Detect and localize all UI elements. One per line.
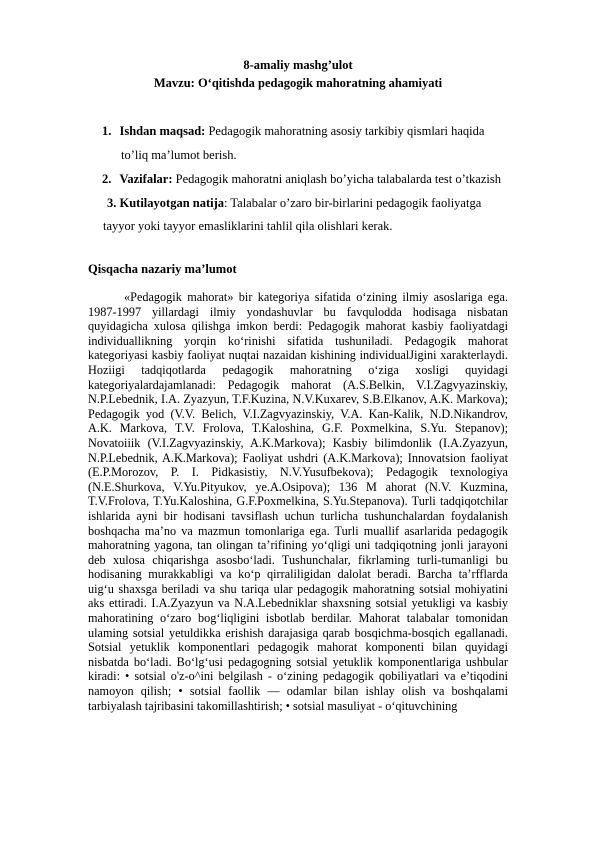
tasks-item	[102, 172, 501, 187]
objective-text: Pedagogik mahoratning asosiy tarkibiy qismlari haqida	[205, 124, 485, 138]
section-heading: Qisqacha nazariy ma’lumot	[88, 262, 237, 276]
objective-continuation: to’liq ma’lumot berish.	[121, 148, 237, 162]
topic-title: Mavzu: O‘qitishda pedagogik mahoratning ahamiyati	[153, 76, 443, 90]
expected-result-text: : Talabalar o’zaro bir-birlarini pedagogik faoliyatga	[224, 196, 482, 210]
body-paragraph: «Pedagogik mahorat» bir kategoriya sifatida o‘zining ilmiy asoslariga ega. 1987-1997 yillardagi ilmiy yondashuvlar bu favqulodda hodisaga nisbatan quyidagicha xulosa qilishga imkon berdi: Pedagogik mahorat kasbiy faoliyatdagi individuallikning yorqin ko‘rinishi sifatida tushuniladi. Pedagogik mahorat kategoriyasi kasbiy faoliyat nuqtai nazaidan kishining individualJigini xarakterlaydi. Hoziigi tadqiqotlarda pedagogik mahoratning o‘ziga xosligi quyidagi kategoriyalardajamlanadi: Pedagogik mahorat (A.S.Belkin, V.I.Zagvyazinskiy, N.P.Lebednik, I.A. Zyazyun, T.F.Kuzina, N.V.Kuxarev, S.B.Elkanov, A.K. Markova); Pedagogik yod (V.V. Belich, V.I.Zagvyazinskiy, V.A. Kan-Kalik, N.D.Nikandrov, A.K. Markova, T.V. Frolova, T.Kaloshina, G.F. Poxmelkina, S.Yu. Stepanov); Novatoiiik (V.I.Zagvyazinskiy, A.K.Markova); Kasbiy bilimdonlik (I.A.Zyazyun, N.P.Lebednik, A.K.Markova); Faoliyat ushdri (A.K.Markova); Innovatsion faoliyat (E.P.Morozov, P. I. Pidkasistiy, N.V.Yusufbekova); Pedagogik texnologiya (N.E.Shurkova, V.Yu.Pityukov, ye.A.Osipova); 136 M ahorat (N.V. Kuzmina, T.V.Frolova, T.Yu.Kaloshina, G.F.Poxmelkina, S.Yu.Stepanova). Turli tadqiqotchilar ishlarida ayni bir hodisani tavsiflash uchun turlicha tushunchalardan foydalanish boshqacha ma’no va mazmun tomonlariga ega. Turli muallif asarlarida pedagogik mahoratning yagona, tan olingan ta’rifining yo‘qligi uni tadqiqotning jonli jarayoni deb xulosa chiqarishga asosbo‘ladi. Tushunchalar, fikrlaming turli-tumanligi bu hodisaning murakkabligi va ko‘p qirraliligidan dalolat beradi. Barcha ta’rfflarda uig‘u shaxsga beriladi va shu tariqa ular pedagogik mahoratning sotsial mohiyatini aks ettiradi. I.A.Zyazyun va N.A.Lebedniklar shaxsning sotsial yetukligi va kasbiy mahoratining o‘zaro bog‘liqligini isbotlab berdilar. Mahorat talabalar tomonidan ulaming sotsial yetuldikka erishish darajasiga qarab bosqichma-bosqich egallanadi. Sotsial yetuklik komponentlari pedagogik mahorat komponenti bilan quyidagi nisbatda bo‘ladi. Bo‘lg‘usi pedagogning sotsial yetuklik komponentlariga ushbular kiradi: • sotsial o'z-o^ini belgilash - o‘zining pedagogik qobiliyatlari va e’tiqodini namoyon qilish; • sotsial faollik — odamlar bilan ishlay olish va boshqalami tarbiyalash tajribasini takomillashtirish; • sotsial masuliyat - o‘qituvchining	[88, 290, 508, 713]
expected-result-label: 3. Kutilayotgan natija	[107, 196, 225, 210]
objective-number: 1.	[102, 124, 112, 138]
expected-result-continuation: tayyor yoki tayyor emasliklarini tahlil qila olishlari kerak.	[103, 219, 393, 233]
tasks-number: 2.	[102, 172, 112, 186]
practical-lesson-title: 8-amaliy mashg’ulot	[243, 58, 353, 72]
objective-item	[102, 124, 484, 139]
expected-result-item	[107, 196, 481, 211]
objective-label: Ishdan maqsad:	[119, 124, 206, 138]
tasks-label: Vazifalar:	[119, 172, 173, 186]
tasks-text: Pedagogik mahoratni aniqlash bo’yicha talabalarda test o’tkazish	[172, 172, 501, 186]
